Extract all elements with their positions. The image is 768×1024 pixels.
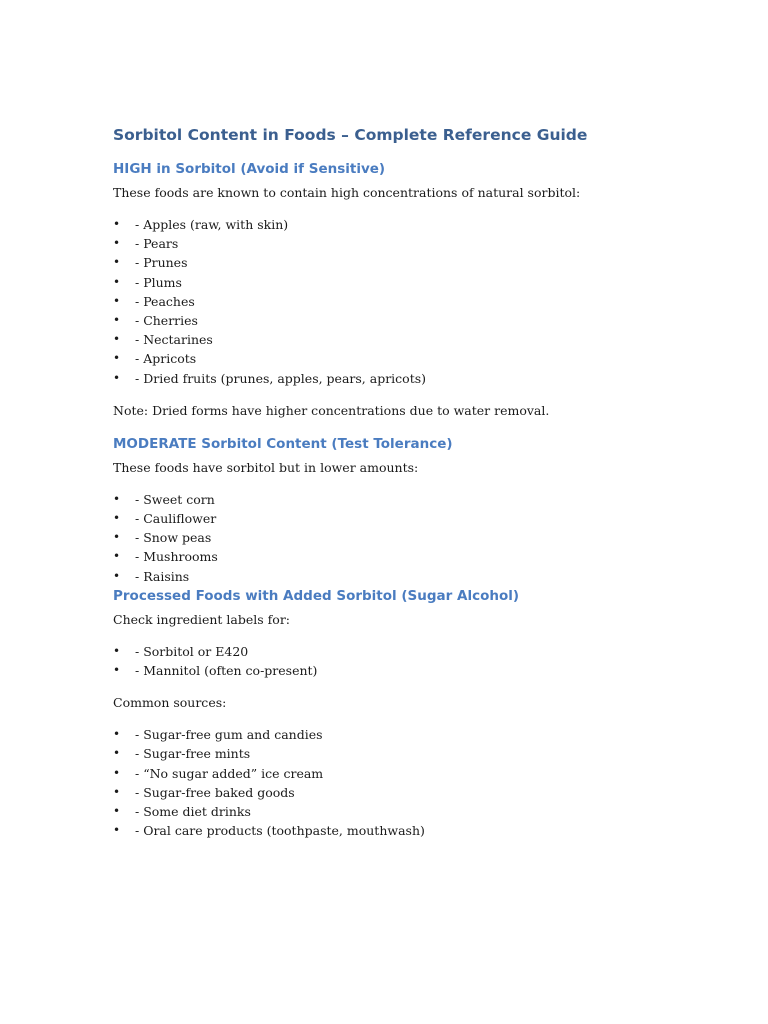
bullet-icon: • (113, 530, 121, 545)
list-item-text: - Pears (135, 236, 179, 252)
bullet-icon: • (113, 293, 121, 308)
section-intro-processed: Check ingredient labels for: (113, 611, 291, 627)
list-item-text: - Snow peas (135, 530, 212, 546)
list-item (113, 369, 713, 388)
dried-forms-note: Note: Dried forms have higher concentrations due to water removal. (113, 402, 550, 418)
bullet-icon: • (113, 274, 121, 289)
bullet-icon: • (113, 804, 121, 819)
list-item (113, 215, 713, 234)
list-item-text: - Raisins (135, 568, 190, 584)
list-item (113, 292, 713, 311)
bullet-icon: • (113, 765, 121, 780)
list-item (113, 661, 713, 680)
list-item-text: - Plums (135, 274, 182, 290)
list-item (113, 547, 713, 566)
bullet-icon: • (113, 746, 121, 761)
section-intro-high: These foods are known to contain high concentrations of natural sorbitol: (113, 185, 581, 200)
section-processed-foods (113, 586, 713, 841)
document-page (113, 124, 713, 840)
bullet-icon: • (113, 511, 121, 526)
list-item-text: - Nectarines (135, 332, 213, 348)
list-item (113, 642, 713, 661)
bullet-icon: • (113, 784, 121, 799)
bullet-icon: • (113, 332, 121, 347)
bullet-icon: • (113, 727, 121, 742)
list-item-text: - Sugar-free mints (135, 746, 251, 762)
list-item-text: - Peaches (135, 293, 195, 309)
bullet-icon: • (113, 370, 121, 385)
bullet-icon: • (113, 217, 121, 231)
common-sources-list (113, 725, 713, 840)
common-sources-label: Common sources: (113, 695, 227, 711)
list-item (113, 725, 713, 744)
list-item (113, 802, 713, 821)
list-item (113, 567, 713, 586)
list-item (113, 234, 713, 253)
bullet-icon: • (113, 351, 121, 366)
list-item-text: - Cherries (135, 313, 198, 329)
list-item (113, 509, 713, 528)
list-item-text: - Cauliflower (135, 511, 217, 527)
list-item-text: - Sugar-free baked goods (135, 784, 295, 800)
bullet-icon: • (113, 491, 121, 506)
section-intro-moderate: These foods have sorbitol but in lower amounts: (113, 459, 419, 475)
moderate-foods-list (113, 490, 713, 586)
list-item-text: - Dried fruits (prunes, apples, pears, apricots) (135, 370, 427, 386)
section-heading-processed: Processed Foods with Added Sorbitol (Sugar Alcohol) (113, 587, 520, 604)
list-item-text: - Apples (raw, with skin) (135, 217, 289, 232)
list-item-text: - Mushrooms (135, 549, 218, 565)
high-foods-list (113, 215, 713, 388)
bullet-icon: • (113, 255, 121, 270)
list-item-text: - Mannitol (often co-present) (135, 663, 318, 679)
list-item-text: - Oral care products (toothpaste, mouthwash) (135, 823, 425, 839)
section-heading-moderate: MODERATE Sorbitol Content (Test Tolerance) (113, 435, 453, 452)
bullet-icon: • (113, 549, 121, 564)
list-item (113, 744, 713, 763)
list-item (113, 490, 713, 509)
bullet-icon: • (113, 643, 121, 658)
section-high-sorbitol (113, 159, 713, 420)
section-moderate-sorbitol (113, 434, 713, 586)
ingredient-label-list (113, 642, 713, 680)
list-item (113, 311, 713, 330)
list-item-text: - Sugar-free gum and candies (135, 727, 323, 743)
list-item-text: - “No sugar added” ice cream (135, 765, 324, 781)
list-item (113, 273, 713, 292)
list-item (113, 330, 713, 349)
bullet-icon: • (113, 823, 121, 838)
section-heading-high: HIGH in Sorbitol (Avoid if Sensitive) (113, 161, 386, 177)
list-item-text: - Sweet corn (135, 491, 215, 507)
list-item (113, 349, 713, 368)
bullet-icon: • (113, 236, 121, 251)
list-item (113, 783, 713, 802)
list-item (113, 764, 713, 783)
list-item (113, 821, 713, 840)
list-item-text: - Prunes (135, 255, 188, 271)
list-item (113, 528, 713, 547)
bullet-icon: • (113, 313, 121, 328)
bullet-icon: • (113, 568, 121, 583)
document-title: Sorbitol Content in Foods – Complete Reference Guide (113, 126, 588, 144)
list-item-text: - Apricots (135, 351, 197, 367)
list-item (113, 253, 713, 272)
bullet-icon: • (113, 663, 121, 678)
list-item-text: - Sorbitol or E420 (135, 643, 249, 659)
list-item-text: - Some diet drinks (135, 804, 251, 820)
